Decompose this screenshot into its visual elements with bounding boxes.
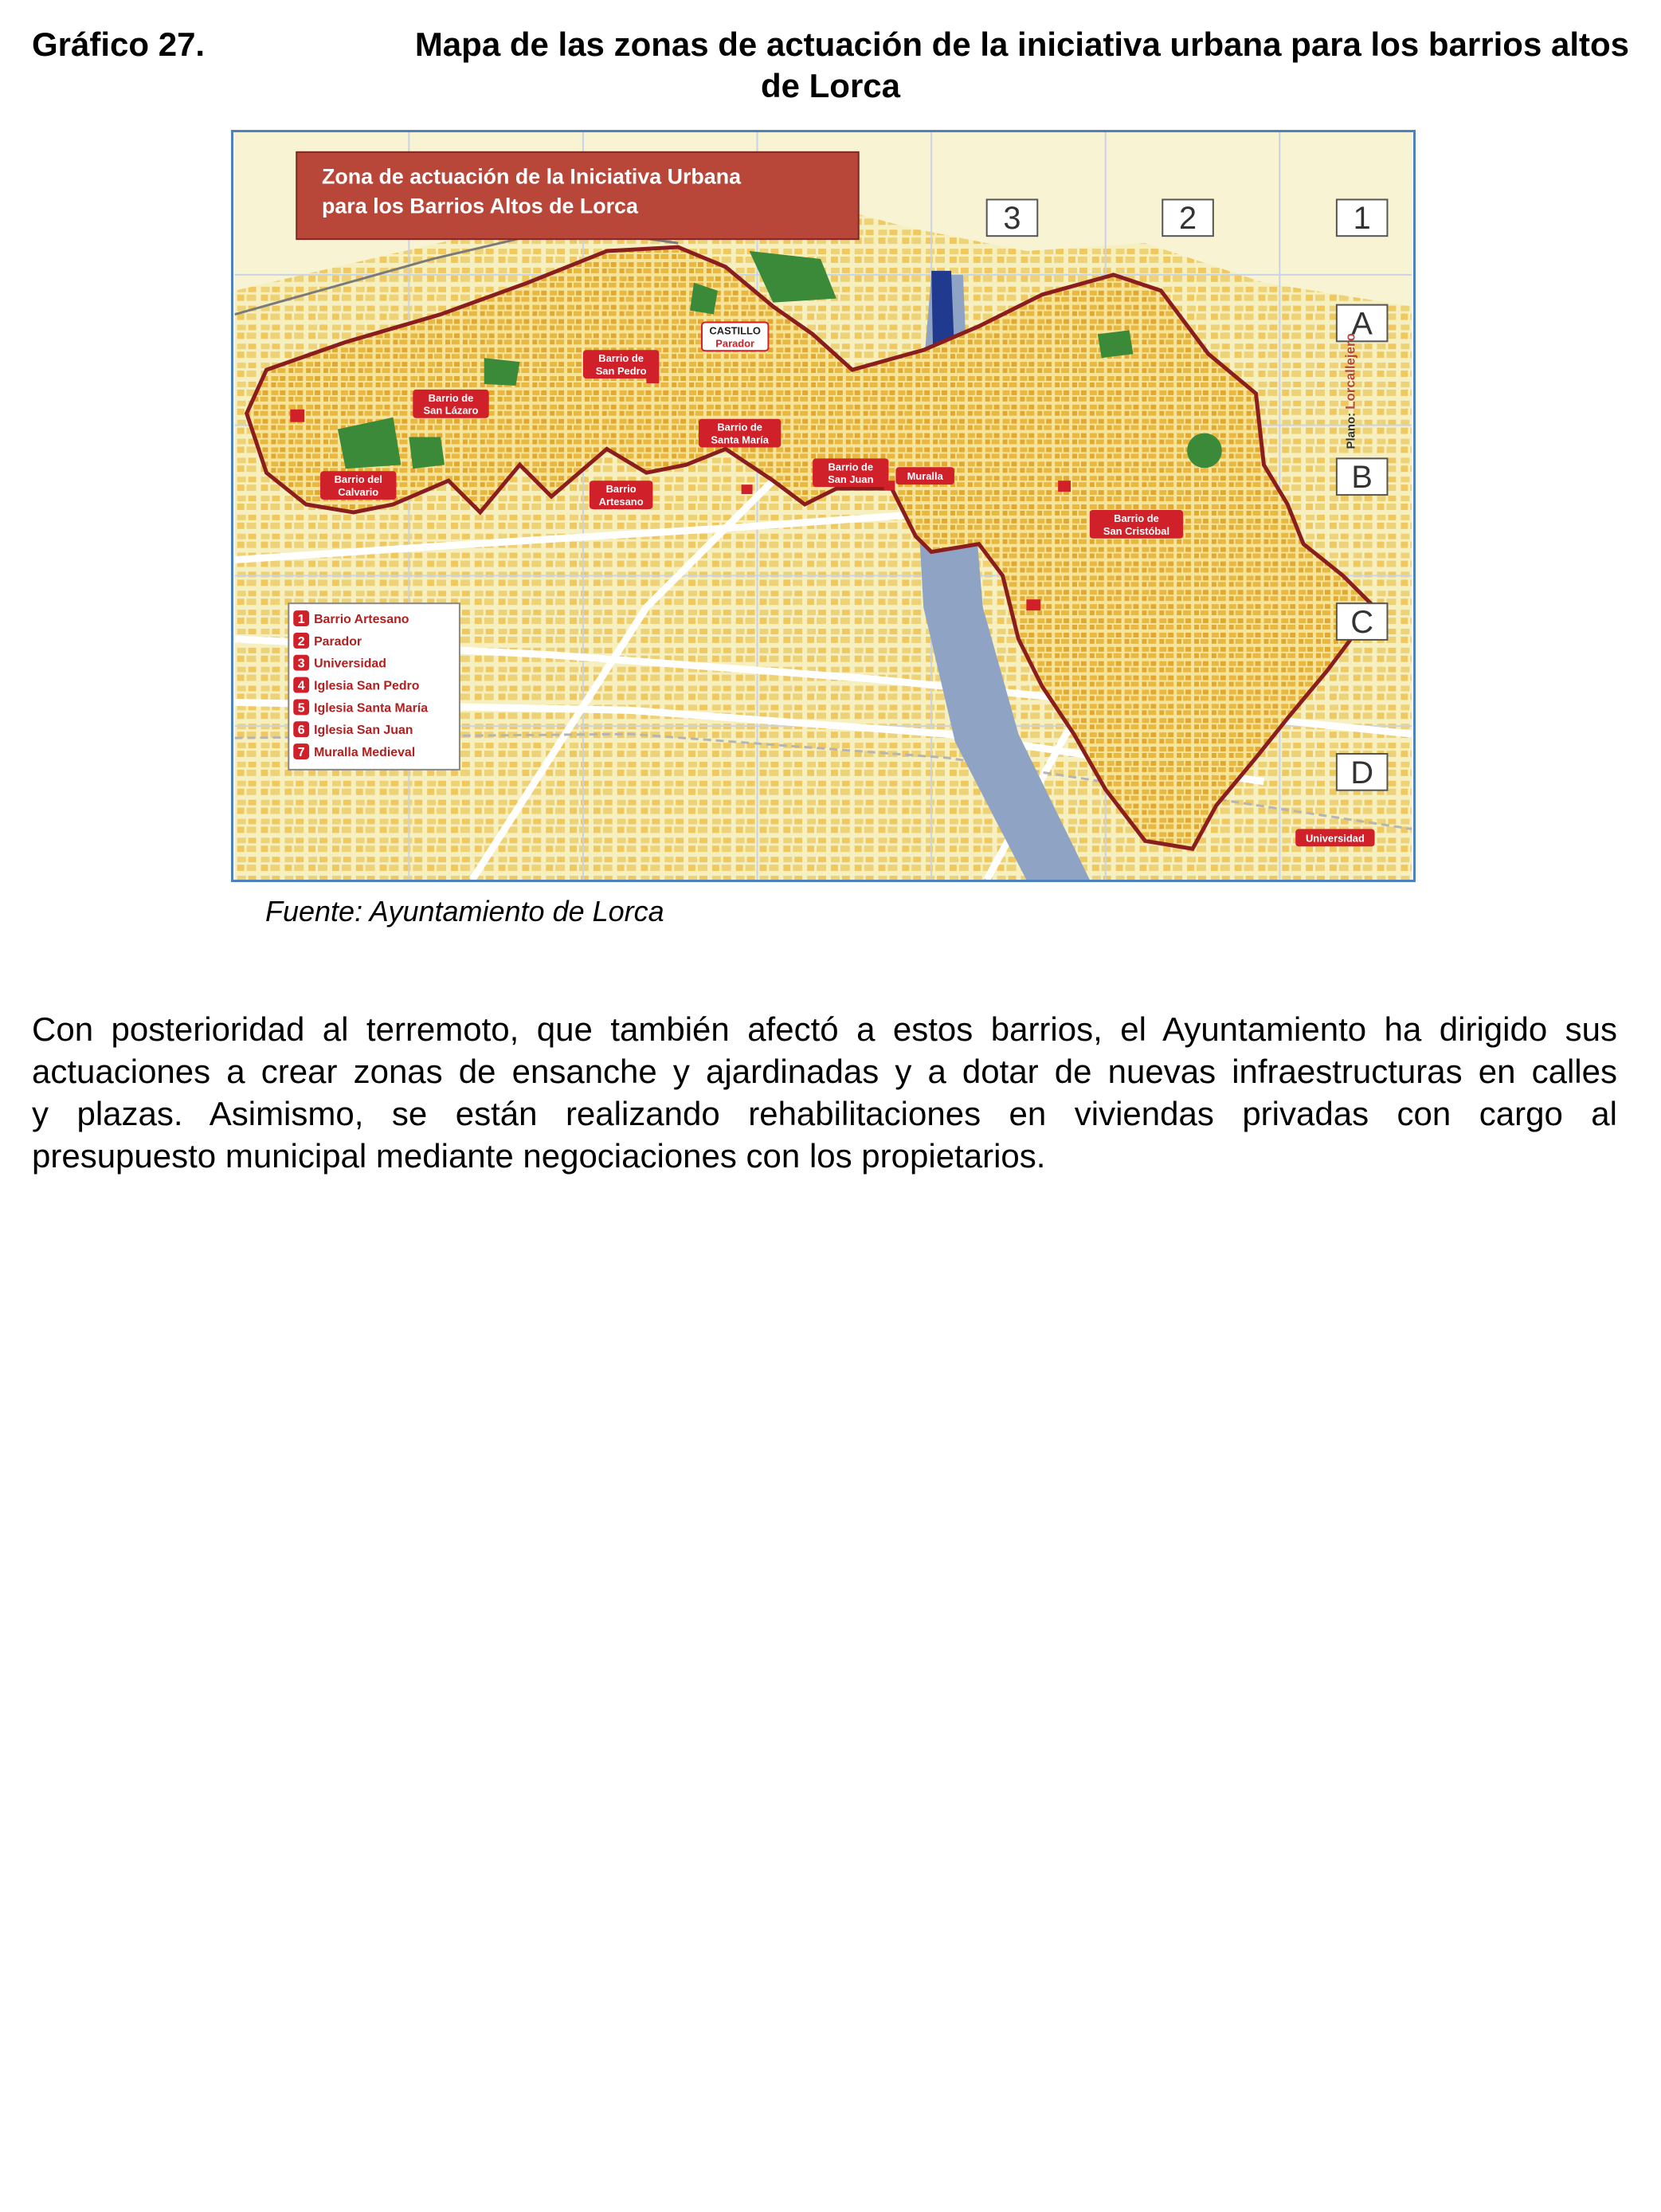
svg-text:Plano:: Plano: (1345, 412, 1358, 449)
svg-text:1: 1 (297, 613, 305, 627)
svg-text:Lorcallejero: Lorcallejero (1342, 333, 1358, 410)
figure-title-part-2: de Lorca (760, 67, 901, 104)
paragraph-line-2: actuaciones a crear zonas de ensanche y ajardinadas y a dotar de nuevas infraestructuras en calles (32, 1053, 1617, 1090)
paragraph-line-1: Con posterioridad al terremoto, que también afectó a estos barrios, el Ayuntamiento ha dirigido sus (32, 1010, 1617, 1048)
figure-caption (32, 24, 1629, 107)
grid-row-b: B (1351, 460, 1373, 496)
grid-col-2: 2 (1179, 201, 1197, 237)
label-barrio-artesano (590, 480, 652, 509)
svg-text:Parador: Parador (715, 337, 755, 350)
grid-row-d: D (1350, 755, 1374, 790)
svg-text:Santa María: Santa María (711, 433, 769, 446)
map-banner (296, 152, 858, 239)
svg-text:CASTILLO: CASTILLO (709, 324, 761, 337)
svg-text:2: 2 (297, 634, 305, 649)
svg-text:Barrio de: Barrio de (828, 461, 874, 473)
banner-line-2: para los Barrios Altos de Lorca (322, 194, 638, 218)
figure-source: Fuente: Ayuntamiento de Lorca (265, 895, 664, 928)
svg-text:Barrio de: Barrio de (717, 421, 763, 433)
svg-text:Iglesia San Pedro: Iglesia San Pedro (314, 679, 420, 693)
svg-text:Artesano: Artesano (598, 496, 644, 508)
label-barrio-san-cristobal (1090, 510, 1183, 539)
lorca-map (233, 132, 1413, 880)
svg-text:Barrio de: Barrio de (428, 391, 474, 404)
label-universidad (1295, 829, 1374, 846)
svg-text:Universidad: Universidad (1305, 832, 1365, 845)
svg-text:Barrio del: Barrio del (334, 473, 382, 486)
label-castillo-parador (702, 322, 768, 351)
svg-text:Muralla: Muralla (907, 470, 943, 483)
paragraph-line-4: presupuesto municipal mediante negociaciones con los propietarios. (32, 1137, 1046, 1175)
svg-text:Barrio de: Barrio de (1114, 512, 1159, 524)
caption-line-1 (32, 24, 1629, 65)
grid-row-c: C (1350, 604, 1374, 640)
grid-col-3: 3 (1003, 201, 1021, 237)
svg-text:San Juan: San Juan (828, 473, 874, 486)
label-barrio-santa-maria (699, 419, 781, 448)
map-figure (231, 130, 1416, 882)
svg-text:7: 7 (297, 745, 305, 759)
svg-text:6: 6 (297, 724, 305, 738)
paragraph-line-3: y plazas. Asimismo, se están realizando rehabilitaciones en viviendas privadas con cargo al (32, 1095, 1617, 1132)
svg-text:Parador: Parador (314, 634, 362, 649)
legend-item-5 (293, 699, 428, 715)
figure-number: Gráfico 27. (32, 25, 206, 63)
grid-row-a: A (1351, 306, 1373, 342)
svg-text:Universidad: Universidad (314, 657, 386, 671)
banner-line-1: Zona de actuación de la Iniciativa Urbana (322, 164, 742, 189)
svg-text:5: 5 (297, 701, 305, 716)
svg-text:Barrio Artesano: Barrio Artesano (314, 613, 409, 627)
svg-text:Calvario: Calvario (338, 486, 379, 499)
plano-credit (1343, 333, 1358, 449)
grid-col-1: 1 (1353, 201, 1371, 237)
svg-text:Muralla Medieval: Muralla Medieval (314, 745, 416, 759)
svg-text:Barrio: Barrio (605, 483, 637, 496)
body-paragraph (32, 1008, 1617, 1177)
svg-text:Iglesia Santa María: Iglesia Santa María (314, 701, 429, 716)
label-barrio-san-pedro (583, 350, 659, 378)
legend-item-2 (293, 633, 362, 649)
svg-text:San Pedro: San Pedro (595, 365, 647, 378)
svg-text:San Cristóbal: San Cristóbal (1103, 524, 1170, 537)
map-legend (288, 603, 460, 770)
label-barrio-san-lazaro (413, 390, 488, 418)
label-barrio-san-juan (813, 458, 888, 487)
label-muralla (895, 467, 954, 484)
svg-text:Barrio de: Barrio de (598, 352, 644, 365)
figure-title-part-1: Mapa de las zonas de actuación de la iniciativa urbana para los barrios altos (414, 25, 1629, 63)
legend-item-3 (293, 655, 386, 671)
svg-text:Iglesia San Juan: Iglesia San Juan (314, 724, 413, 738)
svg-text:San Lázaro: San Lázaro (423, 404, 479, 417)
svg-text:4: 4 (297, 679, 305, 693)
svg-text:3: 3 (297, 657, 305, 671)
label-barrio-calvario (320, 471, 396, 500)
